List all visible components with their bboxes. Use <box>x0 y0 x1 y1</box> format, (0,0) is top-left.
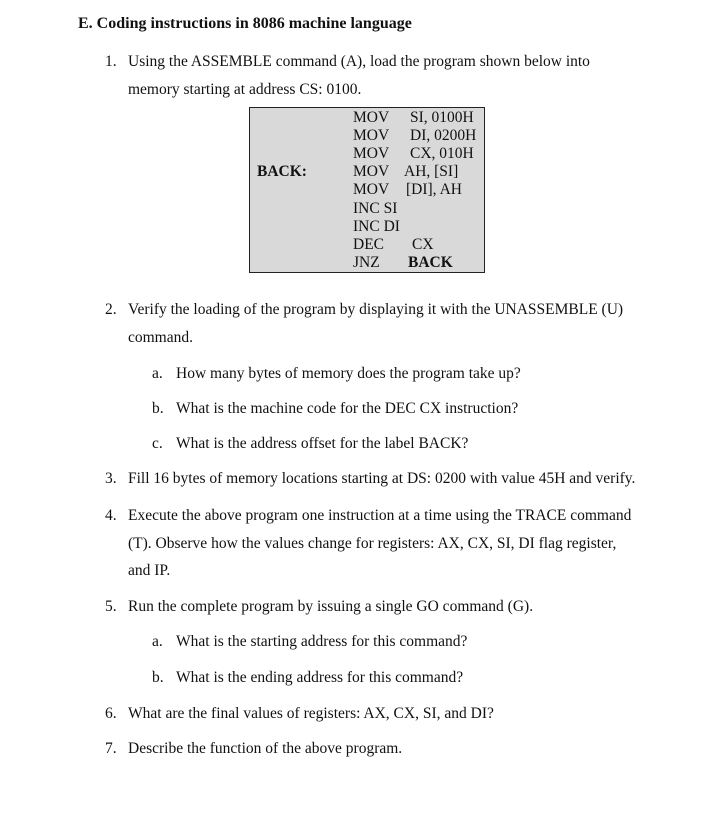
item-1-number: 1. <box>105 53 117 70</box>
section-title: E. Coding instructions in 8086 machine language <box>78 15 412 32</box>
item-5b-letter: b. <box>152 669 164 686</box>
code-mnemonic: MOV <box>353 127 390 144</box>
code-line-6 <box>250 200 484 218</box>
item-2-line-1: Verify the loading of the program by displaying it with the UNASSEMBLE (U) <box>128 301 624 318</box>
code-operand: DI, 0200H <box>410 127 477 144</box>
code-mnemonic: MOV <box>353 109 390 126</box>
code-mnemonic: MOV <box>353 145 390 162</box>
item-6-line-1: What are the final values of registers: AX, CX, SI, and DI? <box>128 705 494 722</box>
item-2a-text: How many bytes of memory does the program take up? <box>176 365 521 382</box>
item-3-number: 3. <box>105 470 117 487</box>
item-5a-text: What is the starting address for this command? <box>176 633 468 650</box>
item-2-number: 2. <box>105 301 117 318</box>
code-mnemonic: DEC <box>353 236 384 253</box>
code-mnemonic: INC SI <box>353 200 398 217</box>
item-1-line-1: Using the ASSEMBLE command (A), load the program shown below into <box>128 53 590 70</box>
item-2b-text: What is the machine code for the DEC CX instruction? <box>176 400 519 417</box>
code-line-1 <box>250 109 484 127</box>
code-operand: CX, 010H <box>410 145 474 162</box>
program-code-box <box>249 107 485 273</box>
code-label-back: BACK: <box>257 163 307 180</box>
code-line-9 <box>250 254 484 272</box>
item-4-line-1: Execute the above program one instruction at a time using the TRACE command <box>128 507 632 524</box>
item-2c-text: What is the address offset for the label BACK? <box>176 435 469 452</box>
item-4-number: 4. <box>105 507 117 524</box>
code-line-5 <box>250 181 484 199</box>
item-5-line-1: Run the complete program by issuing a single GO command (G). <box>128 598 534 615</box>
item-5b-text: What is the ending address for this command? <box>176 669 464 686</box>
item-5a-letter: a. <box>152 633 163 650</box>
item-6-number: 6. <box>105 705 117 722</box>
code-operand: BACK <box>408 254 453 271</box>
item-2b-letter: b. <box>152 400 164 417</box>
item-7-number: 7. <box>105 740 117 757</box>
item-2a-letter: a. <box>152 365 163 382</box>
code-line-4 <box>250 163 484 181</box>
code-mnemonic: JNZ <box>353 254 380 271</box>
item-1-line-2: memory starting at address CS: 0100. <box>128 81 362 98</box>
item-2c-letter: c. <box>152 435 163 452</box>
item-7-line-1: Describe the function of the above program. <box>128 740 403 757</box>
code-mnemonic: MOV <box>353 163 390 180</box>
code-operand: [DI], AH <box>406 181 462 198</box>
item-4-line-2: (T). Observe how the values change for registers: AX, CX, SI, DI flag register, <box>128 535 617 552</box>
code-line-2 <box>250 127 484 145</box>
code-operand: CX <box>412 236 434 253</box>
code-operand: AH, [SI] <box>404 163 459 180</box>
item-3-line-1: Fill 16 bytes of memory locations starting at DS: 0200 with value 45H and verify. <box>128 470 636 487</box>
item-2-line-2: command. <box>128 329 193 346</box>
code-mnemonic: MOV <box>353 181 390 198</box>
item-5-number: 5. <box>105 598 117 615</box>
code-line-7 <box>250 218 484 236</box>
code-line-8 <box>250 236 484 254</box>
code-operand: SI, 0100H <box>410 109 474 126</box>
item-4-line-3: and IP. <box>128 562 171 579</box>
code-line-3 <box>250 145 484 163</box>
code-mnemonic: INC DI <box>353 218 400 235</box>
